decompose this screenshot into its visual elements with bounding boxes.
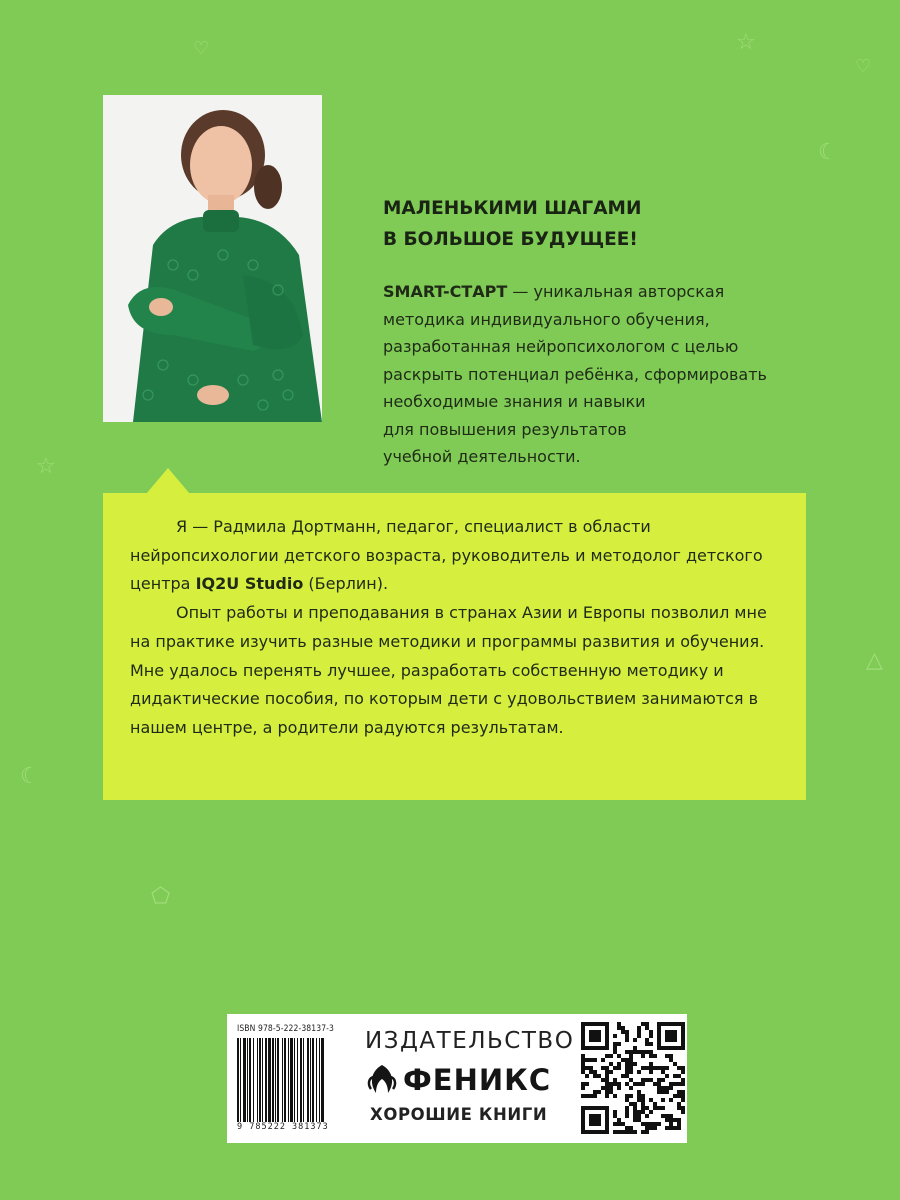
headline xyxy=(383,193,803,255)
qr-code-icon xyxy=(581,1022,685,1134)
star-icon: ☆ xyxy=(36,454,56,479)
publisher-barcode-box xyxy=(227,1014,687,1143)
brand-name: SMART-СТАРТ xyxy=(383,282,508,301)
publisher-name: ФЕНИКС xyxy=(403,1063,552,1097)
heart-icon: ♡ xyxy=(855,56,872,77)
pentagon-icon: ⬠ xyxy=(151,884,171,909)
publisher-tagline: ХОРОШИЕ КНИГИ xyxy=(370,1105,548,1124)
barcode-digits: 9 785222 381373 xyxy=(237,1122,329,1132)
bio-paragraph-1 xyxy=(130,513,790,599)
barcode xyxy=(237,1038,355,1122)
publisher-logo xyxy=(367,1062,551,1098)
bio-text: Я — Радмила Дортманн, педагог, специалист в области нейропсихологии детского возраста, руководитель и методолог детского центра xyxy=(130,517,763,594)
intro-line: учебной деятельности. xyxy=(383,447,581,466)
author-bio-bubble xyxy=(103,493,806,800)
bubble-tail xyxy=(146,468,190,494)
bio-text: (Берлин). xyxy=(303,574,389,594)
intro-line: раскрыть потенциал ребёнка, сформировать xyxy=(383,364,767,384)
intro-line: для повышения результатов xyxy=(383,419,627,439)
moon-icon: ☾ xyxy=(818,140,838,165)
intro-paragraph xyxy=(383,278,813,471)
headline-line-2: В БОЛЬШОЕ БУДУЩЕЕ! xyxy=(383,229,638,250)
moon-icon: ☾ xyxy=(20,764,40,789)
intro-line: необходимые знания и навыки xyxy=(383,392,646,411)
publisher-label: ИЗДАТЕЛЬСТВО xyxy=(365,1028,575,1054)
author-photo xyxy=(103,95,322,422)
triangle-icon: △ xyxy=(866,648,883,673)
headline-line-1: МАЛЕНЬКИМИ ШАГАМИ xyxy=(383,198,642,219)
isbn-text: ISBN 978-5-222-38137-3 xyxy=(237,1024,334,1034)
phoenix-logo-icon xyxy=(367,1063,397,1097)
bio-paragraph-2: Опыт работы и преподавания в странах Азии и Европы позволил мне на практике изучить разные методики и программы развития и обучения. Мне удалось перенять лучшее, разработать собственную методику и дидактические пособия, по которым дети с удовольствием занимаются в нашем центре, а родители радуются результатам. xyxy=(130,603,767,737)
studio-name: IQ2U Studio xyxy=(195,574,304,594)
intro-line: разработанная нейропсихологом с целью xyxy=(383,337,739,356)
intro-line: методика индивидуального обучения, xyxy=(383,309,710,329)
heart-icon: ♡ xyxy=(193,38,210,59)
author-bio-text xyxy=(130,513,790,743)
star-icon: ☆ xyxy=(736,30,756,55)
intro-line: — уникальная авторская xyxy=(507,282,725,301)
